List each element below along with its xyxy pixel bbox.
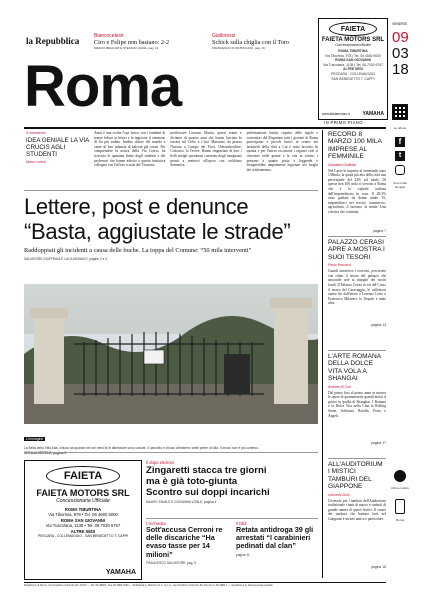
right-author: Giovanni Zullo <box>328 492 350 497</box>
story-kicker: Il blitz <box>236 521 247 526</box>
footer-rule <box>24 582 386 583</box>
main-byline: SALVATORE GIUFFRIDA E LUCA MONACO, pagine 2 e 3 <box>24 257 108 261</box>
lead-column: proffessore Lorenzo Mattia, questi esami e diciamo di quattro anni che hanno lasciato la tessera sul Celio a Circo Massimo, da piazza Navona a Campo dei Fiori, Odeonshowline, Colosseo, lo Tevere. Hanno ringraziato di loro i belli mitigli operationi convento degli insegnanti pronti a mettersi all'opera con un'ultima domenica. <box>170 131 242 168</box>
right-story-1[interactable] <box>328 131 386 233</box>
qr-code-icon[interactable] <box>392 104 408 120</box>
section-title: Roma <box>24 54 182 119</box>
date-day: 09 <box>392 29 409 46</box>
sidebar-label: Ultime notizie <box>390 486 409 490</box>
divider <box>24 190 318 191</box>
ad-line: Via Tiburtina, 978 • Tel. 06 4560 5000 <box>48 512 118 518</box>
commento-title: IDEA GENIALE LA VIA CRUCIS AGLI STUDENTI <box>26 137 89 158</box>
ad-line: PESCARA - COLLEMAGGIO <box>330 71 376 76</box>
masthead-rule <box>24 127 386 129</box>
right-headline: L'ARTE ROMANA DELLA DOLCE VITA VOLA A SHANGAI <box>328 353 381 383</box>
commento-author: Marco Lodoli <box>26 160 46 164</box>
caption-text: La Bella della Villa Ada, chiusa da quando nei sei mesi fa le alberature sono cadute. Il cancello è chiuso all'esterno delle pietre di villa. Il leccio non è più conteso. <box>24 446 259 450</box>
ad-line: ROMA TIBURTINA <box>64 507 102 512</box>
yamaha-logo: YAMAHA <box>105 569 136 576</box>
right-page: pagina 13 <box>371 323 386 328</box>
teaser-byline: FRANCESCO DI PETRUCCIO, pag. 19 <box>212 46 265 50</box>
right-page: pagina 17 <box>371 440 386 445</box>
story-kicker: L'inchiesta <box>146 521 166 526</box>
ad-line: ROMA TIBURTINA <box>338 49 368 53</box>
sidebar-label: Roma <box>395 517 404 522</box>
teaser-kicker: Biancocelesti <box>94 33 124 39</box>
section-label: IN PRIMO PIANO <box>324 120 363 125</box>
facebook-icon[interactable]: f <box>395 137 405 147</box>
ad-name: FAIETA MOTORS SRL <box>321 37 385 43</box>
sidebar-lower <box>390 470 410 522</box>
story-headline: ma è già toto-giunta <box>146 476 238 487</box>
faieta-logo: FAIETA <box>46 466 120 486</box>
bottom-ad[interactable] <box>24 460 142 580</box>
villa-ada-photo[interactable] <box>24 284 318 424</box>
sidebar-label: Le offerte <box>393 126 407 130</box>
ad-subtitle: Concessionaria Ufficiale <box>56 498 110 504</box>
lead-columns <box>94 131 318 187</box>
date-month: 03 <box>392 45 409 62</box>
main-headline: “Basta, aggiustate le strade” <box>24 219 291 244</box>
divider <box>328 350 386 351</box>
story-headline: Retata antidroga 39 gli arrestati “I carabinieri pedinati dal clan” <box>236 525 314 551</box>
instagram-icon[interactable] <box>395 165 405 175</box>
right-page: pagina 18 <box>371 564 386 569</box>
ad-line: PESCARA - COLLEMAGGIO - SAN BENEDETTO T. CAPPI <box>37 534 129 539</box>
weekday: VENERDÌ <box>392 22 408 26</box>
ad-line: SAN BENEDETTO T. CAPPI <box>331 76 375 81</box>
ad-line: Via Tuscolana, 1138 | Tel. 06 7030 6767 <box>322 62 384 67</box>
newsletter-icon[interactable] <box>394 470 406 482</box>
photo-caption <box>24 427 318 455</box>
main-story[interactable] <box>24 194 320 262</box>
twitter-icon[interactable]: t <box>395 151 405 161</box>
ad-line: Via Tiburtina, 978 | Tel. 06 4560 5000 <box>325 53 381 58</box>
teaser-kicker: Giallorossi <box>212 33 236 39</box>
story-kicker: Il dopo elezioni <box>146 460 174 465</box>
lead-column: perfettamente laicità, rispetto delle regole e sostenitori del Rispettare tutti i giovani di Roma partecipano a piccoli lavori in centro nei lazzaretti della città a Cui è stata favorita da quanta e per l'intera occasione i ragazzi cioè si ritrovano nelle giunte e la vita in centro, i pensano a quante posta e leggende e bisognerebbe ampiamente legionari nei luoghi dei cristianesimo. <box>246 131 318 172</box>
cerroni-story[interactable] <box>146 521 230 565</box>
ad-name: FAIETA MOTORS SRL <box>36 488 130 498</box>
caption-label: L'immagine <box>26 437 44 441</box>
date-year: 18 <box>392 61 409 78</box>
footer-text: Redazione di Roma: via Cristoforo Colombo 90, 00147 — Tel. 06 49821, Fax 06 4982 3200 — Pubblicità A. Manzoni & C. S.p.A., via Cristoforo Colombo 90, Roma tel. 06 4982 1 — Spedizione in abbonamento postale <box>24 584 273 587</box>
right-headline: RECORD 8 MARZO 100 MILA IMPRESE AL FEMMINILE <box>328 131 382 161</box>
main-headline: Lettere, post e denunce <box>24 194 249 219</box>
ad-subtitle: Concessionaria ufficiale <box>335 43 371 47</box>
right-author: Salvatore Giuffrida <box>328 162 357 167</box>
teaser-headline: Ciro e Felipe non bastano: 2-2 <box>94 39 170 46</box>
yamaha-logo: YAMAHA <box>362 111 384 117</box>
teaser-headline: Schick sulla chiglia con il Toro <box>212 39 289 46</box>
teaser-byline: MARCO BECCARI E STEFANO VARIA, pag. 19 <box>94 46 159 50</box>
divider <box>328 458 386 459</box>
story-byline: FRANCESCO SALVATORE, pag. 9 <box>146 560 196 565</box>
ad-line: ROMA SAN GIOVANNI <box>335 58 371 63</box>
gate-illustration <box>24 284 318 424</box>
sidebar <box>390 104 410 190</box>
teaser-2[interactable] <box>212 33 318 51</box>
brand-logo[interactable]: la Repubblica <box>26 36 80 46</box>
right-text: Un modo per i tamburi dell'Auditorium tradizionale i tanti di nuovo e simboli di grande anima di questi festivi. Il suono dei tamburi che battono forti nel Giappone è un'arte antica e particolare. <box>328 498 386 521</box>
right-story-3[interactable] <box>328 353 386 445</box>
ad-line: ROMA SAN GIOVANNI <box>60 517 106 523</box>
teaser-1[interactable] <box>94 33 210 51</box>
right-page: pagina 7 <box>372 228 386 233</box>
right-text: Guardi attraverso i riservati, percorrete con ritmo il tesoro del palazzo che nasconde arte ai margini dei nostri fondi. Il Palazzo Cerasi in via del Corso il tesoro del Caravaggio, le collezioni vanno fin dall'inizio a Lorenzo Lotto e Francesco Milanesi, la Tiepolo e tante altre. <box>328 269 386 306</box>
right-column-rule <box>322 130 323 578</box>
ad-url[interactable]: www.faietamotors.it <box>322 112 350 116</box>
ad-line: ALTRE SEDI <box>70 528 96 534</box>
story-headline: Zingaretti stacca tre giorni <box>146 465 267 476</box>
blitz-story[interactable] <box>236 521 318 557</box>
main-subhead: Raddoppiati gli incidenti a causa delle buche. La toppa del Comune: “50 mila interventi” <box>24 247 252 254</box>
sidebar-label: Sconti alle famiglie <box>393 180 407 190</box>
story-headline: Scontro sui doppi incarichi <box>146 487 270 498</box>
right-author: Paolo Boccacci <box>328 263 352 268</box>
faieta-logo: FAIETA <box>329 22 377 36</box>
right-author: Arianna Di Cori <box>328 384 351 389</box>
right-headline: PALAZZO CERASI APRE A MOSTRA I SUOI TESORI <box>328 239 385 261</box>
right-story-4[interactable] <box>328 461 386 569</box>
top-ad[interactable] <box>318 18 388 120</box>
story-byline: MAURO FAVALE E GIOVANNA VITALE, pagina 4 <box>146 500 217 504</box>
story-headline: Sott'accusa Cerroni re delle discariche “Ha evaso tasse per 14 milioni” <box>146 525 223 559</box>
divider <box>146 518 318 519</box>
commento[interactable] <box>26 131 90 164</box>
right-text: Dal primo fino al primo anno in mostra le opere di quarantasette grandi artisti il gotico in quella di Shanghai. I Romani e la Dolce Vita nella Cina la Rolling Stone, Schifano, Rotella, Festa e Angeli. <box>328 390 386 418</box>
right-story-2[interactable] <box>328 239 386 328</box>
right-text: Nel Lazio le imprese al femminile sono 138mila, la quota più alta della città una percentuale del 22% sul totale. Di queste ben 100 mila si trovano a Roma che è la capitale italiana dell'imprenditoria in rosa. Il 28,5% sono guidate da donne under 35, imprenditrici nei servizi, commercio, agricoltura, il turismo, la moda. Una crescita che continua. <box>328 168 386 214</box>
right-headline: ALL'AUDITORIUM I MISTICI TAMBURI DEL GIAPPONE <box>328 461 383 491</box>
lead-column: Anon è una svolta l'ope fresco con i bambini di tenere fiduce ai lettori e fa ingioiare il cammino di Jia più sudato. Inedito dolore del mondo a cause di loro infanzia di balconi già cavati. Per comprendere la nostra della Via Crucis, ha ricevuto le quaranta firme degli studenti e dei professori che hanno aderito a questa iniziativa collegata con l'ufficio scuola del Vicariato. <box>94 131 166 168</box>
zingaretti-story[interactable] <box>146 460 318 505</box>
story-byline: pagina 11 <box>236 552 250 557</box>
ad-line: ALTRE SEDI <box>343 67 363 72</box>
divider <box>24 452 318 453</box>
divider <box>328 236 386 237</box>
ad-line: Via Tuscolana, 1138 • Tel. 06 7030 6767 <box>45 523 121 529</box>
commento-label: Il commento <box>26 131 46 135</box>
phone-icon[interactable] <box>395 499 405 514</box>
